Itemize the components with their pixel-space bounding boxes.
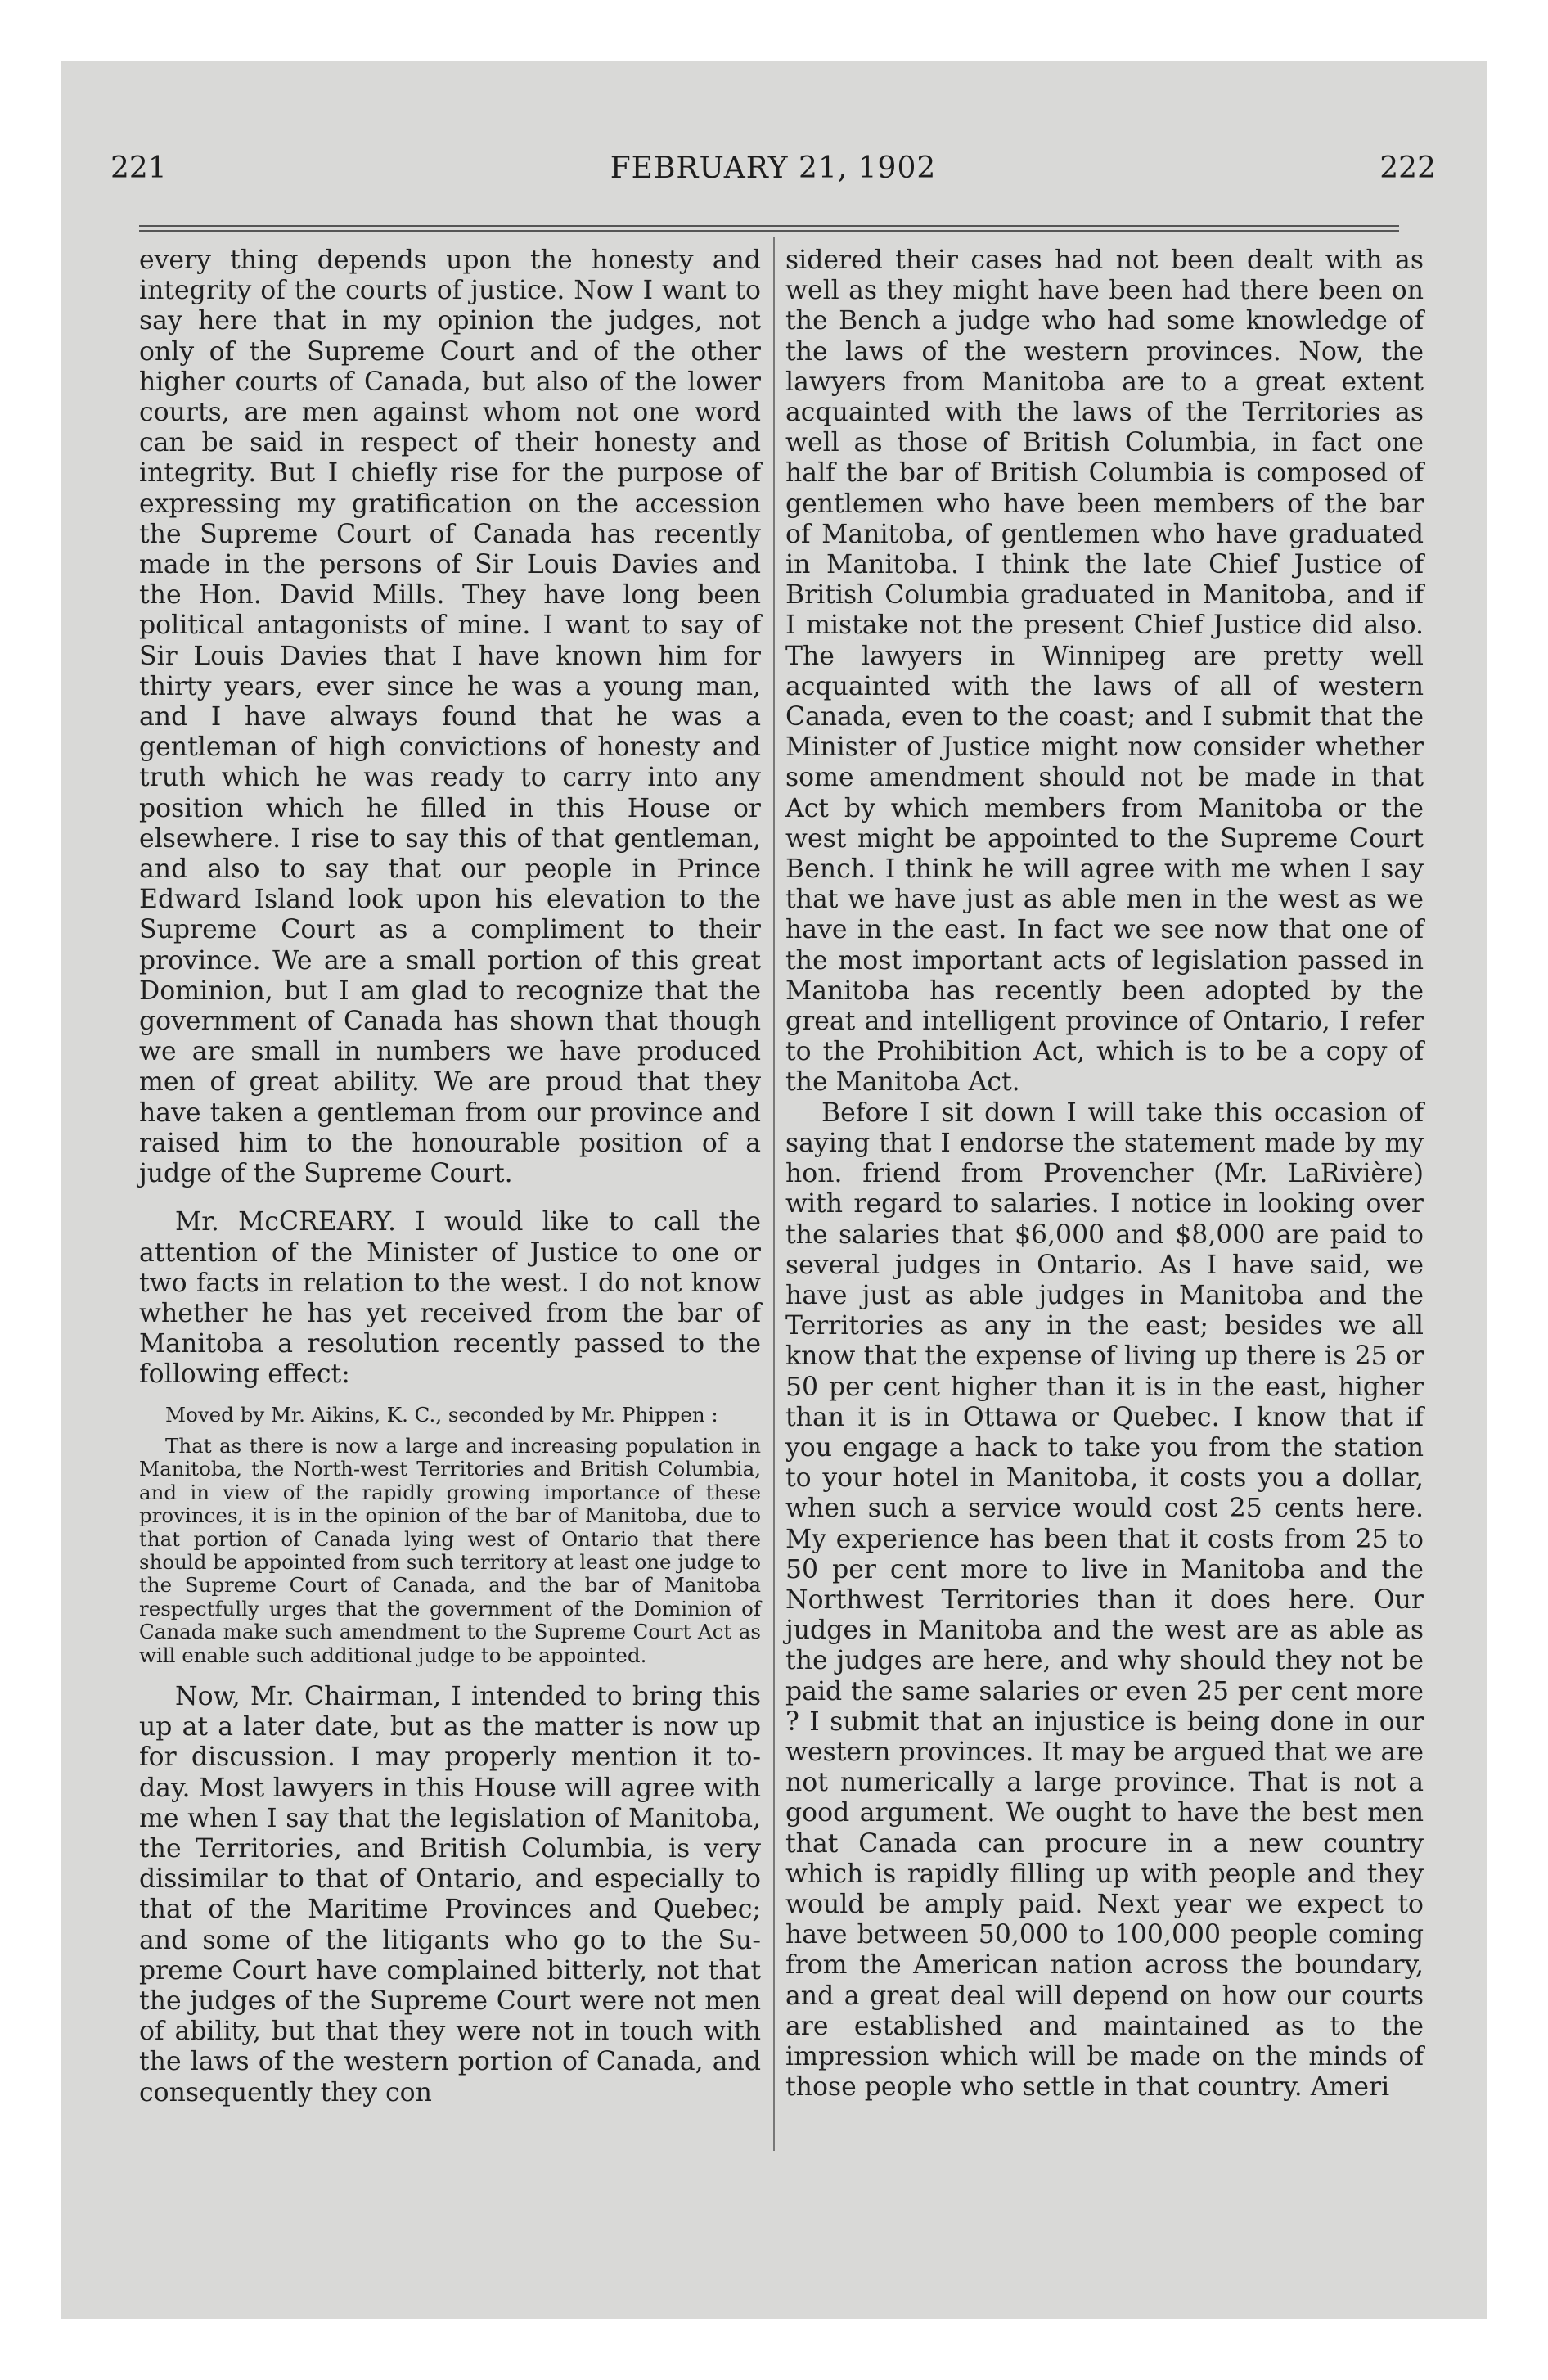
resolution-quote: That as there is now a large and increasing population in Manitoba, the North-west Territories and British Columbia, and in view of the rapidly growing importance of these provinces, it is in the opinion of the bar of Manitoba, due to that portion of Canada lying west of Ontario that there should be appointed from such territory at least one judge to the Supreme Court of Canada, and the bar of Manitoba respectfully urges that the government of the Dominion of Canada make such amendment to the Supreme Court Act as will enable such additional judge to be appointed. <box>139 1433 761 1667</box>
paragraph-mccreary: Mr. McCREARY. I would like to call the attention of the Minister of Justice to one or two facts in relation to the west. I do not know whether he has yet received from the bar of Manitoba a resolution recently passed to the following effect: <box>139 1207 761 1390</box>
header-rule-bottom <box>139 230 1399 232</box>
column-divider <box>773 237 775 2151</box>
paragraph: Before I sit down I will take this occasion of saying that I endorse the statement made by my hon. friend from Provencher (Mr. LaRivière) with regard to salaries. I notice in looking over the salaries that $6,000 and $8,000 are paid to several judges in Ontario. As I have said, we have just as able judges in Manitoba and the Territories as any in the east; besides we all know that the expense of living up there is 25 or 50 per cent higher than it is in the east, higher than it is in Ottawa or Quebec. I know that if you engage a hack to take you from the station to your hotel in Manitoba, it costs you a dollar, when such a service would cost 25 cents here. My experience has been that it costs from 25 to 50 per cent more to live in Manitoba and the Northwest Territories than it does here. Our judges in Manitoba and the west are as able as the judges are here, and why should they not be paid the same salaries or even 25 per cent more ? I submit that an injustice is being done in our western provinces. It may be argued that we are not numerically a large province. That is not a good argument. We ought to have the best men that Canada can procure in a new country which is rapidly filling up with people and they would be amply paid. Next year we expect to have between 50,000 to 100,000 people coming from the American nation across the boundary, and a great deal will depend on how our courts are established and maintained as to the impression which will be made on the minds of those people who settle in that country. Ameri <box>785 1098 1424 2103</box>
page-header <box>110 151 1436 201</box>
paragraph: every thing depends upon the honesty and integrity of the courts of justice. Now I want to say here that in my opinion the judges, not only of the Supreme Court and of the other higher courts of Canada, but also of the lower courts, are men against whom not one word can be said in respect of their honesty and integrity. But I chiefly rise for the purpose of expressing my gratification on the accession the Supreme Court of Canada has recently made in the persons of Sir Louis Davies and the Hon. David Mills. They have long been political antagonists of mine. I want to say of Sir Louis Davies that I have known him for thirty years, ever since he was a young man, and I have always found that he was a gentleman of high convictions of honesty and truth which he was ready to carry into any position which he filled in this House or elsewhere. I rise to say this of that gentleman, and also to say that our people in Prince Edward Island look upon his elevation to the Supreme Court as a compliment to their province. We are a small portion of this great Dominion, but I am glad to recognize that the government of Canada has shown that though we are small in numbers we have produced men of great ability. We are proud that they have taken a gentleman from our province and raised him to the honourable position of a judge of the Supreme Court. <box>139 246 761 1189</box>
left-column <box>139 246 761 2108</box>
right-column <box>785 246 1424 2103</box>
paragraph: Now, Mr. Chairman, I intended to bring this up at a later date, but as the matter is now up for discussion. I may properly mention it to-day. Most lawyers in this House will agree with me when I say that the legislation of Manitoba, the Territories, and British Columbia, is very dissimilar to that of Ontario, and especially to that of the Maritime Provinces and Quebec; and some of the litigants who go to the Supreme Court have complained bitterly, not that the judges of the Supreme Court were not men of ability, but that they were not in touch with the laws of the western portion of Canada, and consequently they con <box>139 1681 761 2107</box>
page-number-right: 222 <box>1379 151 1436 185</box>
page-number-left: 221 <box>110 151 167 185</box>
motion-text: Moved by Mr. Aikins, K. C., seconded by Mr. Phippen : <box>165 1402 718 1427</box>
header-date: FEBRUARY 21, 1902 <box>610 151 937 185</box>
header-rule-top <box>139 225 1399 227</box>
paragraph: sidered their cases had not been dealt with as well as they might have been had there been on the Bench a judge who had some knowledge of the laws of the western provinces. Now, the lawyers from Manitoba are to a great extent acquainted with the laws of the Territories as well as those of British Columbia, in fact one half the bar of British Columbia is composed of gentlemen who have been members of the bar of Manitoba, of gentlemen who have graduated in Manitoba. I think the late Chief Justice of British Columbia graduated in Manitoba, and if I mistake not the present Chief Justice did also. The lawyers in Winnipeg are pretty well acquainted with the laws of all of western Canada, even to the coast; and I submit that the Minister of Justice might now consider whether some amendment should not be made in that Act by which members from Manitoba or the west might be appointed to the Supreme Court Bench. I think he will agree with me when I say that we have just as able men in the west as we have in the east. In fact we see now that one of the most important acts of legislation passed in Manitoba has recently been adopted by the great and intelligent province of Ontario, I refer to the Prohibition Act, which is to be a copy of the Manitoba Act. <box>785 246 1424 1098</box>
